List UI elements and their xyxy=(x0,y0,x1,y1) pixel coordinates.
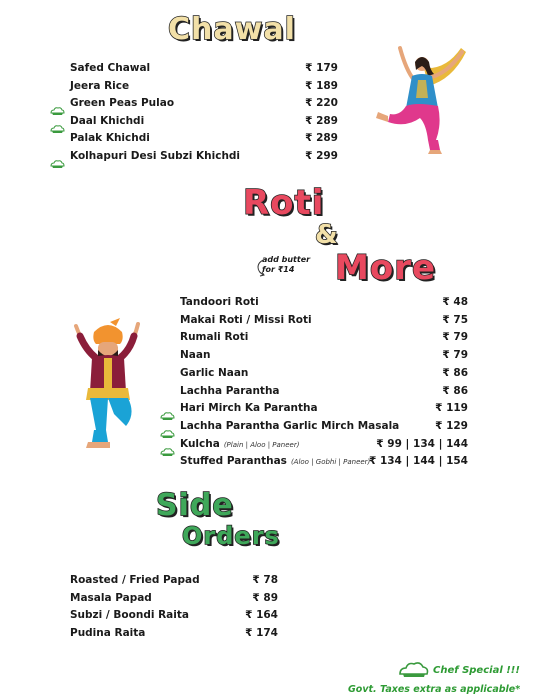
menu-row xyxy=(180,420,468,434)
menu-item-name xyxy=(70,574,200,586)
menu-item-price: ₹ 99 | 134 | 144 xyxy=(376,437,468,450)
chef-hat-icon xyxy=(396,660,430,678)
menu-row xyxy=(70,62,338,76)
butter-note-line2: for ₹14 xyxy=(262,265,295,274)
menu-item-price: ₹ 220 xyxy=(305,97,338,109)
menu-item-price: ₹ 75 xyxy=(442,313,468,326)
menu-row xyxy=(70,609,278,623)
menu-item-name xyxy=(70,132,150,144)
taxes-note: Govt. Taxes extra as applicable* xyxy=(348,684,521,695)
chef-hat-icon xyxy=(50,118,65,126)
menu-item-name xyxy=(70,627,145,639)
butter-arrow-icon xyxy=(254,258,268,278)
menu-item-name xyxy=(180,314,312,326)
menu-item-name-text: Palak Khichdi xyxy=(70,132,150,144)
menu-row xyxy=(180,402,468,416)
menu-item-name xyxy=(180,385,280,397)
ampersand-title: & xyxy=(315,220,339,250)
chef-special-note: Chef Special !!! xyxy=(433,665,520,676)
menu-row xyxy=(180,438,468,452)
menu-row xyxy=(70,115,338,129)
menu-item-name xyxy=(180,349,210,361)
menu-item-name-text: Pudina Raita xyxy=(70,627,146,640)
menu-item-price: ₹ 119 xyxy=(435,402,468,415)
menu-item-name-text: Stuffed Paranthas xyxy=(180,455,287,468)
menu-item-name xyxy=(180,420,399,432)
menu-item-price: ₹ 86 xyxy=(442,384,468,397)
menu-row xyxy=(70,150,338,164)
menu-item-price: ₹ 174 xyxy=(245,627,278,640)
menu-item-name-text: Garlic Naan xyxy=(180,366,249,379)
menu-row xyxy=(70,592,278,606)
menu-item-price: ₹ 134 | 144 | 154 xyxy=(368,455,468,468)
menu-item-name-text: Safed Chawal xyxy=(70,62,151,74)
menu-item-name xyxy=(70,115,144,127)
menu-item-price: ₹ 129 xyxy=(435,419,468,432)
dancing-woman-illustration xyxy=(366,40,476,165)
menu-item-name xyxy=(70,150,240,162)
butter-note xyxy=(262,255,310,275)
menu-item-note: (Plain | Aloo | Paneer) xyxy=(223,440,300,449)
menu-item-name-text: Masala Papad xyxy=(70,591,152,604)
menu-item-price: ₹ 189 xyxy=(305,79,338,92)
chef-hat-icon xyxy=(160,423,175,431)
menu-item-name xyxy=(180,367,248,379)
menu-item-name xyxy=(180,438,299,450)
menu-row xyxy=(180,385,468,399)
menu-item-price: ₹ 86 xyxy=(442,366,468,379)
menu-row xyxy=(180,455,468,469)
menu-item-name xyxy=(180,296,259,308)
menu-item-price: ₹ 79 xyxy=(442,349,468,362)
side-title: Side xyxy=(156,488,234,523)
menu-row xyxy=(70,132,338,146)
menu-row xyxy=(180,296,468,310)
orders-title: Orders xyxy=(182,522,280,550)
chef-hat-icon xyxy=(160,441,175,449)
menu-row xyxy=(180,367,468,381)
menu-item-name xyxy=(70,80,129,92)
menu-item-name xyxy=(70,97,174,109)
butter-note-line1: add butter xyxy=(262,255,311,264)
menu-item-name xyxy=(180,331,248,343)
menu-item-price: ₹ 179 xyxy=(305,62,338,74)
menu-item-price: ₹ 79 xyxy=(442,331,468,344)
menu-item-name xyxy=(180,455,370,467)
chawal-title: Chawal xyxy=(168,12,296,47)
menu-item-name xyxy=(70,62,150,74)
menu-item-name-text: Rumali Roti xyxy=(180,331,249,344)
menu-row xyxy=(70,627,278,641)
menu-item-name-text: Lachha Parantha xyxy=(180,384,280,397)
chef-hat-icon xyxy=(50,153,65,161)
menu-row xyxy=(70,574,278,588)
menu-item-name xyxy=(70,592,152,604)
menu-item-name-text: Green Peas Pulao xyxy=(70,97,175,109)
menu-row xyxy=(70,80,338,94)
menu-item-name-text: Naan xyxy=(180,349,211,362)
menu-item-name-text: Roasted / Fried Papad xyxy=(70,574,200,586)
menu-item-price: ₹ 164 xyxy=(245,609,278,622)
chef-hat-icon xyxy=(160,405,175,413)
more-title: More xyxy=(335,248,437,288)
menu-item-name xyxy=(180,402,318,414)
menu-item-name-text: Kolhapuri Desi Subzi Khichdi xyxy=(70,149,241,162)
menu-item-name-text: Hari Mirch Ka Parantha xyxy=(180,402,318,415)
chef-hat-icon xyxy=(50,100,65,108)
menu-item-price: ₹ 89 xyxy=(252,591,278,604)
bhangra-man-illustration xyxy=(66,318,156,460)
menu-row xyxy=(180,349,468,363)
menu-row xyxy=(180,314,468,328)
menu-item-name-text: Tandoori Roti xyxy=(180,296,259,308)
menu-item-note: (Aloo | Gobhi | Paneer) xyxy=(290,458,371,467)
menu-item-name-text: Kulcha xyxy=(180,437,220,450)
menu-item-price: ₹ 299 xyxy=(305,149,338,162)
menu-row xyxy=(70,97,338,111)
menu-item-name-text: Lachha Parantha Garlic Mirch Masala xyxy=(180,419,400,432)
roti-title: Roti xyxy=(243,183,325,223)
menu-item-name-text: Daal Khichdi xyxy=(70,114,145,127)
menu-item-price: ₹ 78 xyxy=(252,574,278,586)
menu-row xyxy=(180,331,468,345)
menu-item-name-text: Subzi / Boondi Raita xyxy=(70,609,189,622)
menu-item-price: ₹ 48 xyxy=(442,296,468,308)
menu-item-price: ₹ 289 xyxy=(305,114,338,127)
menu-item-name-text: Makai Roti / Missi Roti xyxy=(180,313,312,326)
menu-item-name-text: Jeera Rice xyxy=(70,79,130,92)
menu-item-name xyxy=(70,609,189,621)
menu-item-price: ₹ 289 xyxy=(305,132,338,144)
